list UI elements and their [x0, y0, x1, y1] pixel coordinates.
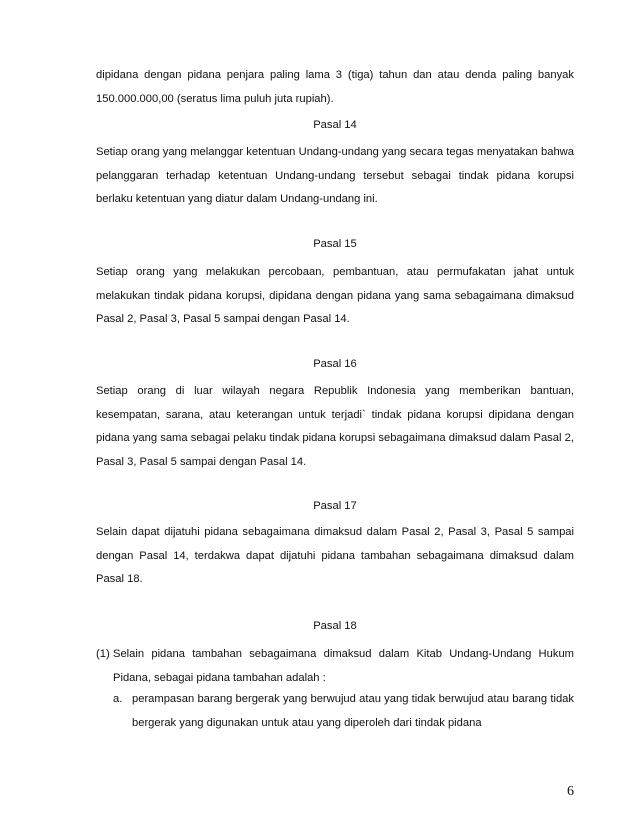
pasal-15-heading: Pasal 15: [313, 238, 357, 250]
sub-item-text: perampasan barang bergerak yang berwujud atau yang tidak berwujud atau barang tidak bergerak yang digunakan untuk atau yang diperoleh dari tindak pidana: [132, 693, 574, 729]
pasal-16-paragraph: Setiap orang di luar wilayah negara Republik Indonesia yang memberikan bantuan, kesempatan, sarana, atau keterangan untuk terjadi` tindak pidana korupsi dipidana dengan pidana yang sama sebagai pelaku tindak pidana korupsi sebagaimana dimaksud dalam Pasal 2, Pasal 3, Pasal 5 sampai dengan Pasal 14.: [96, 385, 574, 468]
pasal-15-paragraph: Setiap orang yang melakukan percobaan, pembantuan, atau permufakatan jahat untuk melakukan tindak pidana korupsi, dipidana dengan pidana yang sama sebagaimana dimaksud Pasal 2, Pasal 3, Pasal 5 sampai dengan Pasal 14.: [96, 266, 574, 325]
item-number: (1): [96, 648, 110, 660]
pasal-18-item-1: [96, 643, 574, 690]
pasal-18-heading: Pasal 18: [313, 620, 357, 632]
pasal-18-item-a: [113, 688, 574, 735]
sub-item-letter: a.: [113, 693, 123, 705]
pasal-14-paragraph: Setiap orang yang melanggar ketentuan Undang-undang yang secara tegas menyatakan bahwa pelanggaran terhadap ketentuan Undang-undang tersebut sebagai tindak pidana korupsi berlaku ketentuan yang diatur dalam Undang-undang ini.: [96, 146, 574, 205]
page-number: 6: [567, 784, 574, 799]
pasal-16-heading: Pasal 16: [313, 358, 357, 370]
pasal-14-heading: Pasal 14: [313, 119, 357, 131]
intro-paragraph: dipidana dengan pidana penjara paling lama 3 (tiga) tahun dan atau denda paling banyak 150.000.000,00 (seratus lima puluh juta rupiah).: [96, 69, 574, 105]
item-text: Selain pidana tambahan sebagaimana dimaksud dalam Kitab Undang-Undang Hukum Pidana, sebagai pidana tambahan adalah :: [113, 648, 574, 684]
pasal-17-heading: Pasal 17: [313, 500, 357, 512]
pasal-17-paragraph: Selain dapat dijatuhi pidana sebagaimana dimaksud dalam Pasal 2, Pasal 3, Pasal 5 sampai dengan Pasal 14, terdakwa dapat dijatuhi pidana tambahan sebagaimana dimaksud dalam Pasal 18.: [96, 526, 574, 585]
